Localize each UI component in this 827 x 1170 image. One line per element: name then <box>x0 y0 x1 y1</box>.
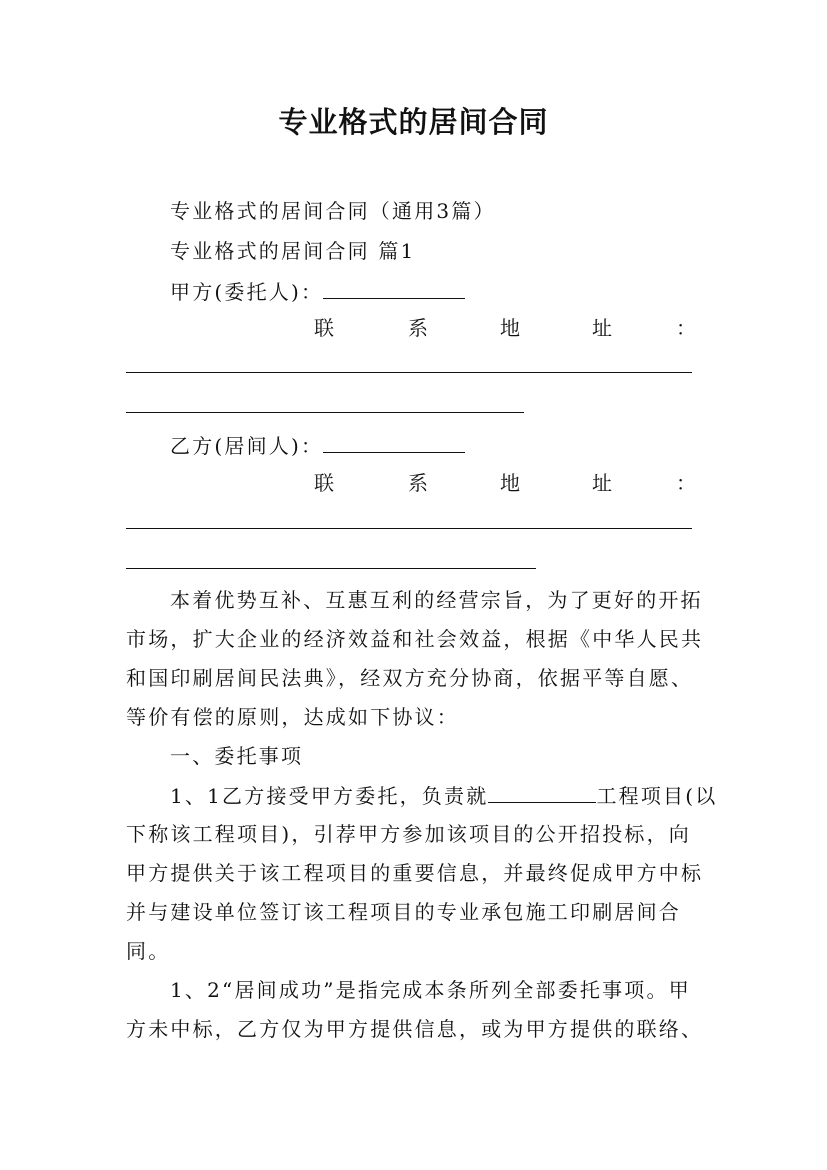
paragraph-line: 同。 <box>126 939 171 963</box>
paragraph-line: 等价有偿的原则，达成如下协议： <box>126 705 459 729</box>
paragraph-line: 并与建设单位签订该工程项目的专业承包施工印刷居间合 <box>126 900 681 924</box>
address-char: 址 <box>592 471 612 495</box>
paragraph-line: 下称该工程项目)，引荐甲方参加该项目的公开招投标，向 <box>126 822 692 846</box>
paragraph-line: 1、2“居间成功”是指完成本条所列全部委托事项。甲 <box>170 978 691 1002</box>
paragraph-line: 和国印刷居间民法典》，经双方充分协商，依据平等自愿、 <box>126 666 694 690</box>
address-char: 地 <box>500 316 520 340</box>
party-b-label: 乙方(居间人)： <box>170 434 324 458</box>
section-heading-entrusted-matters: 一、委托事项 <box>170 744 304 768</box>
address-char: 联 <box>314 471 334 495</box>
document-title: 专业格式的居间合同 <box>278 105 549 139</box>
address-char: 联 <box>314 316 334 340</box>
paragraph-line: 市场，扩大企业的经济效益和社会效益，根据《中华人民共 <box>126 627 704 651</box>
clause-1-1-suffix: 工程项目(以 <box>596 784 718 808</box>
clause-1-1-first-line <box>170 782 717 809</box>
address-char: 系 <box>408 471 428 495</box>
address-char: 系 <box>408 316 428 340</box>
intro-line: 专业格式的居间合同（通用3篇） <box>170 199 496 223</box>
address-char: ： <box>676 316 696 340</box>
paragraph-line: 本着优势互补、互惠互利的经营宗旨，为了更好的开拓 <box>170 588 703 612</box>
party-b-address-blank-1 <box>126 528 692 529</box>
address-char: ： <box>676 471 696 495</box>
party-a-address-label <box>314 315 696 341</box>
project-name-blank <box>488 782 596 803</box>
party-b-row <box>170 432 465 459</box>
section-heading: 专业格式的居间合同 篇1 <box>170 239 416 263</box>
party-b-address-blank-2 <box>126 568 536 569</box>
party-a-row <box>170 278 465 305</box>
address-char: 地 <box>500 471 520 495</box>
paragraph-line: 方未中标，乙方仅为甲方提供信息，或为甲方提供的联络、 <box>126 1017 704 1041</box>
party-b-address-label <box>314 470 696 496</box>
clause-1-1-prefix: 1、1乙方接受甲方委托，负责就 <box>170 784 489 808</box>
party-a-name-blank <box>323 278 465 299</box>
party-b-name-blank <box>323 432 465 453</box>
party-a-label: 甲方(委托人)： <box>170 280 324 304</box>
address-char: 址 <box>592 316 612 340</box>
party-a-address-blank-2 <box>126 412 524 413</box>
paragraph-line: 甲方提供关于该工程项目的重要信息，并最终促成甲方中标 <box>126 861 704 885</box>
party-a-address-blank-1 <box>126 372 692 373</box>
